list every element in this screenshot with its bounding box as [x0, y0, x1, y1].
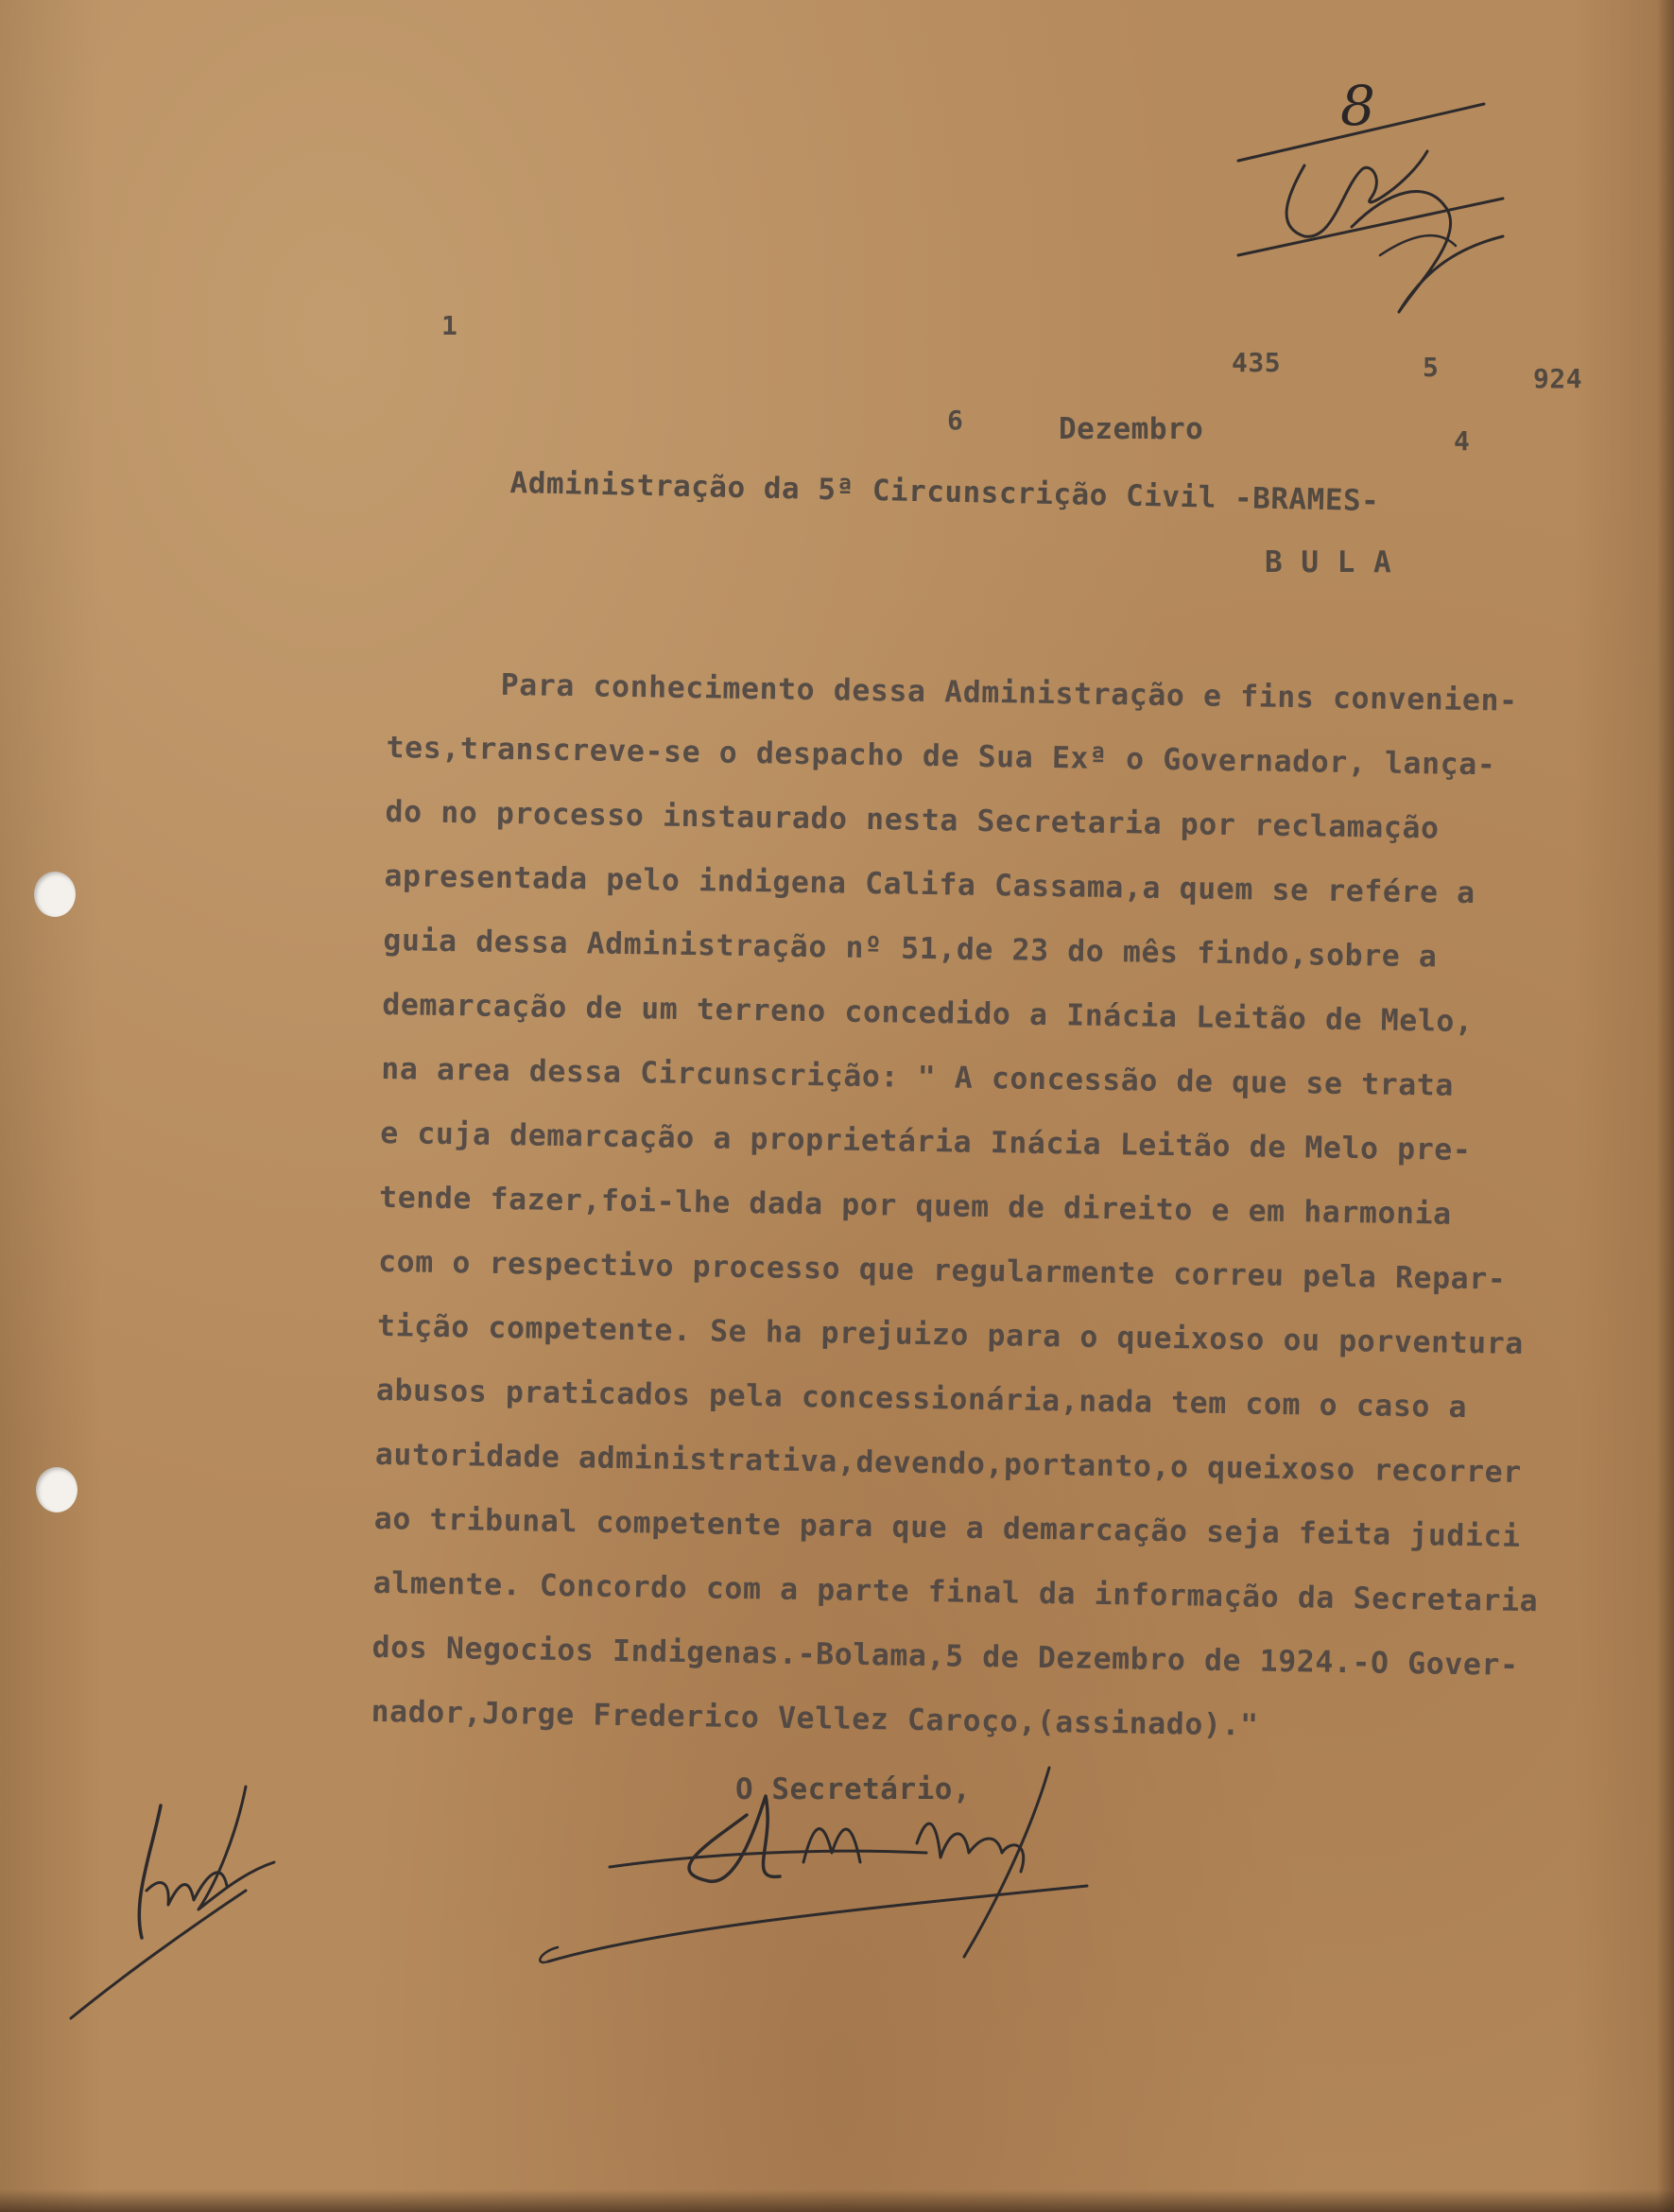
body-line: tende fazer,foi-lhe dada por quem de direito e em harmonia — [378, 1180, 1453, 1232]
corner-initials-mark — [1219, 95, 1531, 340]
page-number: 1 — [441, 310, 458, 341]
body-line: e cuja demarcação a proprietária Inácia Leitão de Melo pre- — [379, 1115, 1472, 1168]
body-line: do no processo instaurado nesta Secretaria por reclamação — [385, 794, 1440, 846]
body-line: ao tribunal competente para que a demarcação seja feita judici — [373, 1501, 1521, 1554]
body-line: na area dessa Circunscrição: " A concessão de que se trata — [381, 1051, 1455, 1103]
date-year-digit: 4 — [1454, 425, 1471, 457]
signatory-title: O Secretário, — [735, 1772, 972, 1806]
paper-edge-right — [1657, 0, 1674, 2212]
date-month: Dezembro — [1059, 412, 1204, 446]
reference-number: 435 — [1232, 347, 1282, 378]
body-line: com o respectivo processo que regularmente correu pela Repar- — [377, 1244, 1507, 1297]
paper-edge-bottom — [0, 2189, 1674, 2212]
letter-body — [370, 666, 1578, 1801]
body-line: tes,transcreve-se o despacho de Sua Exª o Governador, lança- — [386, 730, 1496, 783]
addressee-location: B U L A — [1265, 545, 1392, 579]
body-line: guia dessa Administração nº 51,de 23 do mês findo,sobre a — [383, 923, 1438, 975]
body-line: autoridade administrativa,devendo,portanto,o queixoso recorrer — [374, 1437, 1523, 1490]
punch-hole-lower — [36, 1467, 78, 1512]
date-day: 6 — [947, 405, 964, 436]
body-line: apresentada pelo indigena Califa Cassama,a quem se refére a — [384, 858, 1476, 911]
punch-hole-upper — [34, 872, 76, 917]
body-line: dos Negocios Indigenas.-Bolama,5 de Dezembro de 1924.-O Gover- — [371, 1630, 1519, 1683]
body-line: almente. Concordo com a parte final da informação da Secretaria — [372, 1565, 1539, 1619]
body-line: demarcação de um terreno concedido a Inácia Leitão de Melo, — [382, 987, 1474, 1040]
body-line: tição competente. Se ha prejuizo para o queixoso ou porventura — [376, 1308, 1525, 1361]
reference-sequence: 5 — [1423, 352, 1440, 383]
reference-year: 924 — [1533, 363, 1583, 394]
folio-number: 8 — [1340, 74, 1376, 138]
body-line: nador,Jorge Frederico Vellez Caroço,(assinado)." — [371, 1694, 1259, 1743]
margin-initials-signature — [57, 1768, 321, 2032]
secretary-signature — [520, 1758, 1106, 1985]
body-line: Para conhecimento dessa Administração e fins convenien- — [500, 667, 1518, 718]
body-line: abusos praticados pela concessionária,nada tem com o caso a — [375, 1373, 1468, 1426]
addressee-line: Administração da 5ª Circunscrição Civil -BRAMES- — [509, 466, 1380, 519]
